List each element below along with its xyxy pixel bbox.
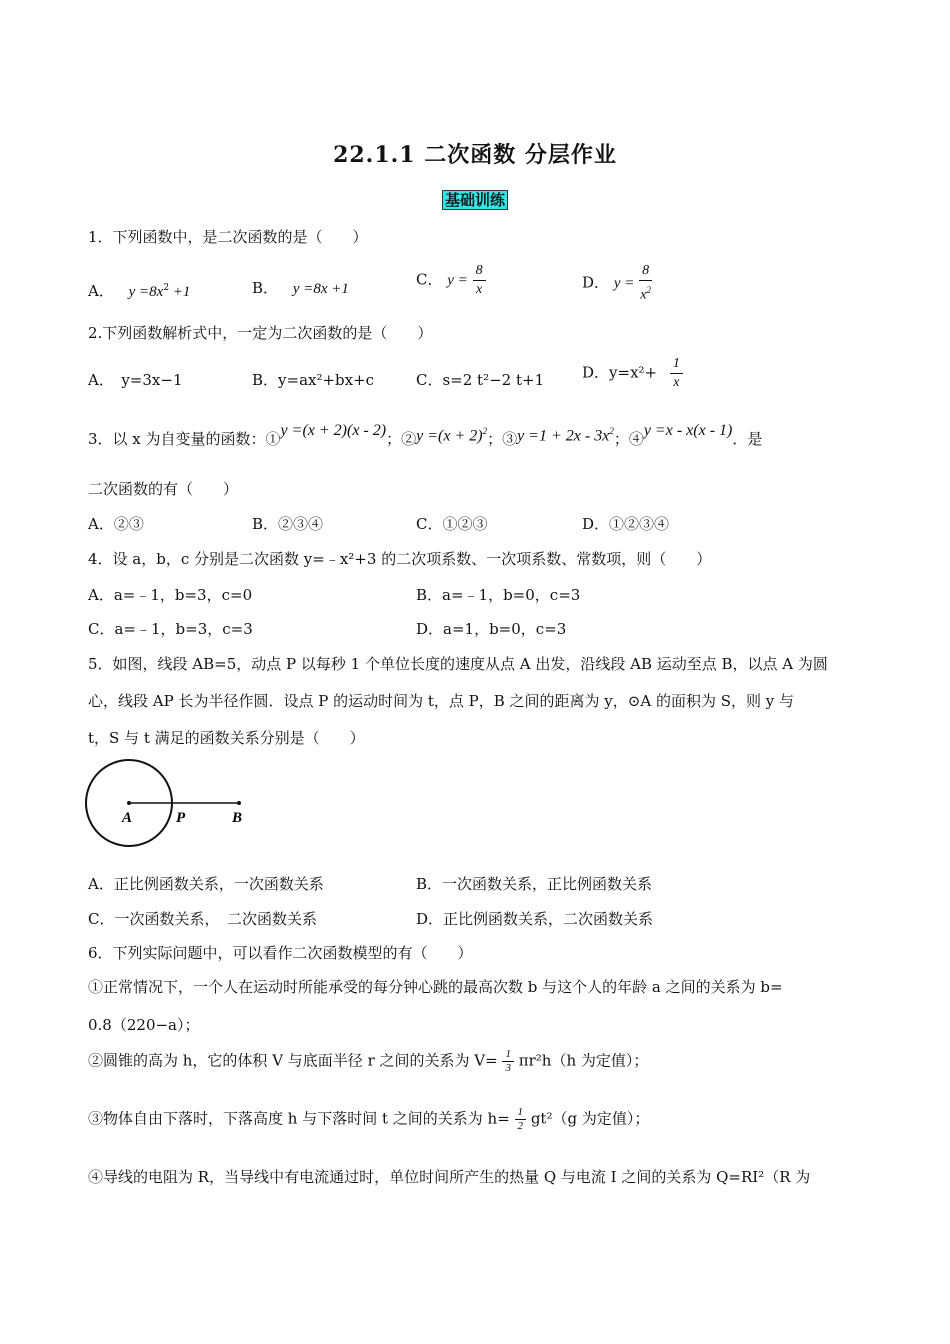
q1-b-label: B． xyxy=(252,279,279,297)
q4-option-a: A．a=﹣1，b=3，c=0 xyxy=(88,586,253,604)
label-a: A xyxy=(122,810,133,826)
q1-c-lhs: y = xyxy=(447,272,468,289)
q2-d-text: D．y=x²+ xyxy=(582,363,658,382)
q5-option-c: C．一次函数关系， 二次函数关系 xyxy=(88,910,317,928)
q3-function-2: $y =(x + 2)^2$ xyxy=(416,426,488,445)
q6-item2-post: πr²h（h 为定值）； xyxy=(518,1051,649,1070)
q5-figure xyxy=(84,758,264,852)
q1-d-fraction: $\frac{8}{x^2}$ xyxy=(640,263,651,303)
q3-option-c: C．①②③ xyxy=(416,515,488,533)
q4-option-d: D．a=1，b=0，c=3 xyxy=(416,620,567,638)
q4-option-b: B．a=﹣1，b=0，c=3 xyxy=(416,586,581,604)
q1-d-lhs: y = xyxy=(613,275,635,292)
q1-option-a: A． $y =8x^2 +1$ xyxy=(88,282,191,300)
q5-option-b: B．一次函数关系，正比例函数关系 xyxy=(416,875,653,893)
q3-sep-2: ；② xyxy=(386,430,417,448)
q4-option-c: C．a=﹣1，b=3，c=3 xyxy=(88,620,253,638)
q6-item3 xyxy=(88,1106,649,1133)
q6-item2-pre: ②圆锥的高为 h，它的体积 V 与底面半径 r 之间的关系为 V= xyxy=(88,1051,498,1070)
q1-option-c xyxy=(416,262,486,299)
q5-option-d: D．正比例函数关系，二次函数关系 xyxy=(416,910,654,928)
q2-option-c: C．s=2 t²−2 t+1 xyxy=(416,371,545,389)
q5-stem-line1: 5．如图，线段 AB=5，动点 P 以每秒 1 个单位长度的速度从点 A 出发，沿线段 AB 运动至点 B，以点 A 为圆 xyxy=(88,655,828,673)
q1-a-expr: y =8x xyxy=(128,284,164,300)
point-a xyxy=(127,801,131,805)
q6-item3-post: gt²（g 为定值）； xyxy=(530,1109,650,1128)
q3-option-a: A．②③ xyxy=(88,515,144,533)
q6-item2 xyxy=(88,1048,648,1075)
label-p: P xyxy=(176,810,186,826)
q5-stem-line2: 心，线段 AP 长为半径作圆．设点 P 的运动时间为 t，点 P，B 之间的距离为 y，⊙A 的面积为 S，则 y 与 xyxy=(88,692,795,710)
q1-stem: 1．下列函数中，是二次函数的是（ ） xyxy=(88,228,368,246)
q2-d-fraction: $\frac{1}{x}$ xyxy=(670,355,683,392)
q1-option-b xyxy=(252,279,349,298)
q1-a-label: A． xyxy=(88,282,114,300)
q1-b-expr: y =8x +1 xyxy=(292,281,349,297)
q2-option-a: A． y=3x−1 xyxy=(88,371,183,389)
q3-function-1: y =(x + 2)(x - 2) xyxy=(280,422,387,439)
q6-item1-line2: 0.8（220−a）； xyxy=(88,1016,200,1034)
q4-stem: 4．设 a，b，c 分别是二次函数 y=﹣x²+3 的二次项系数、一次项系数、常数项，则（ ） xyxy=(88,550,712,568)
q3-function-3: $y =1 + 2x - 3x^2$ xyxy=(517,426,614,445)
q1-c-fraction: $\frac{8}{x}$ xyxy=(473,262,486,299)
section-heading-wrap xyxy=(0,190,950,210)
q5-option-a: A．正比例函数关系，一次函数关系 xyxy=(88,875,324,893)
q1-d-label: D． xyxy=(582,273,610,292)
q2-option-d xyxy=(582,355,683,392)
q3-option-d: D．①②③④ xyxy=(582,515,670,533)
q3-sep-3: ；③ xyxy=(487,430,518,448)
q3-stem xyxy=(88,422,762,448)
q1-option-d xyxy=(582,262,652,305)
section-heading: 基础训练 xyxy=(442,190,508,210)
q2-stem: 2.下列函数解析式中，一定为二次函数的是（ ） xyxy=(88,324,433,342)
q3-stem-start: 3．以 x 为自变量的函数：① xyxy=(88,430,281,448)
q3-function-4: y =x - x(x - 1) xyxy=(643,422,733,439)
q1-c-label: C． xyxy=(416,270,443,289)
q6-item4: ④导线的电阻为 R，当导线中有电流通过时，单位时间所产生的热量 Q 与电流 I 之间的关系为 Q=RI²（R 为 xyxy=(88,1168,811,1186)
q5-stem-line3: t，S 与 t 满足的函数关系分别是（ ） xyxy=(88,729,365,747)
q3-sep-4: ；④ xyxy=(613,430,644,448)
point-b xyxy=(237,801,241,805)
page-title: 22.1.1 二次函数 分层作业 xyxy=(333,142,617,168)
q6-item1-line1: ①正常情况下，一个人在运动时所能承受的每分钟心跳的最高次数 b 与这个人的年龄 a 之间的关系为 b= xyxy=(88,978,783,996)
q6-item3-pre: ③物体自由下落时，下落高度 h 与下落时间 t 之间的关系为 h= xyxy=(88,1109,510,1128)
q3-stem-end: ．是 xyxy=(732,430,763,448)
q6-item3-fraction: $\frac{1}{2}$ xyxy=(515,1106,527,1133)
q3-stem-line2: 二次函数的有（ ） xyxy=(88,480,239,498)
q2-option-b: B．y=ax²+bx+c xyxy=(252,371,375,389)
label-b: B xyxy=(232,810,243,826)
q3-option-b: B．②③④ xyxy=(252,515,324,533)
q6-item2-fraction: $\frac{1}{3}$ xyxy=(502,1048,514,1075)
q6-stem: 6．下列实际问题中，可以看作二次函数模型的有（ ） xyxy=(88,944,473,962)
